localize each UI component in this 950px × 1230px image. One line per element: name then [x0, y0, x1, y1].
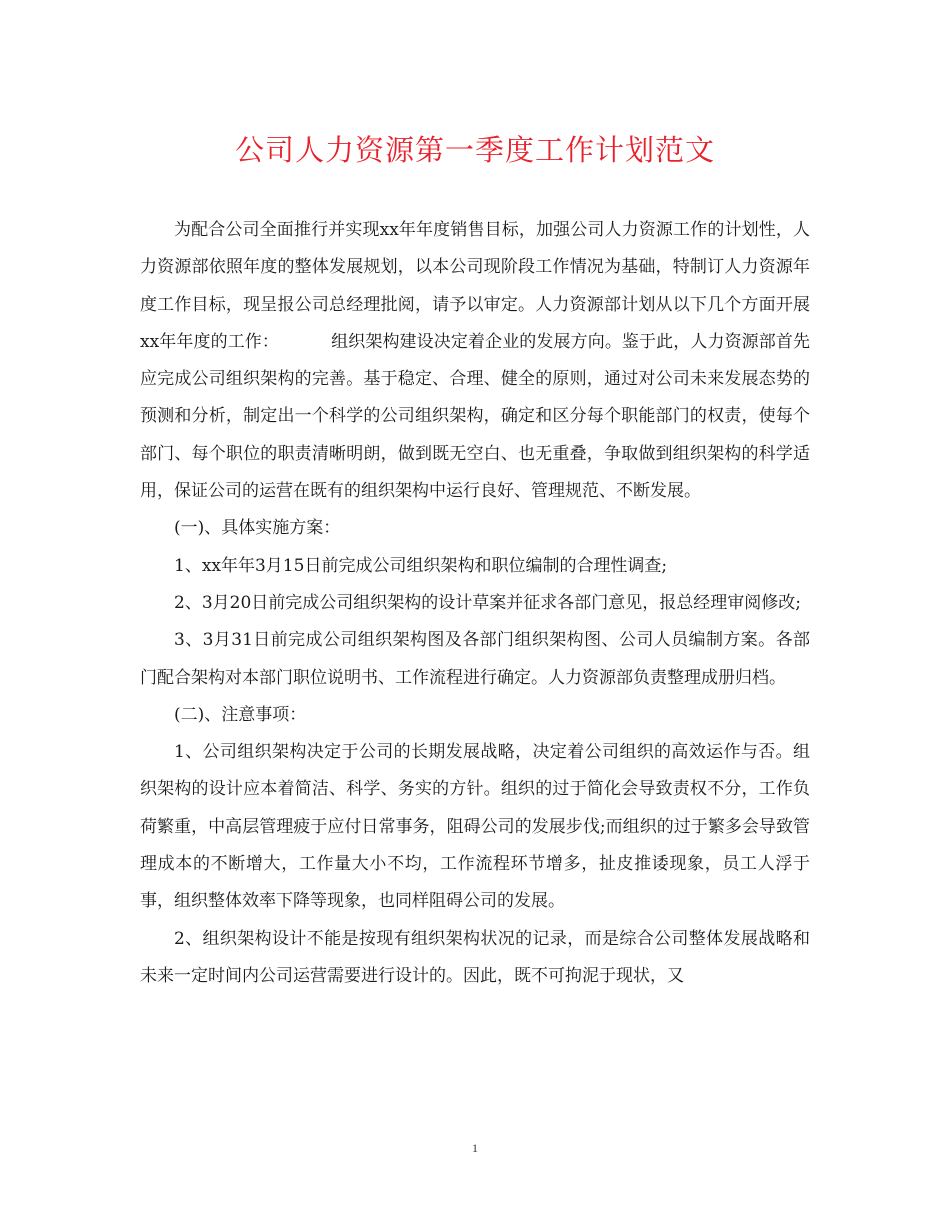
- section1-heading: (一)、具体实施方案：: [174, 518, 341, 539]
- page-number: 1: [472, 1141, 478, 1155]
- section2-heading: (二)、注意事项：: [174, 704, 307, 725]
- section1-item: 2、3月20日前完成公司组织架构的设计草案并征求各部门意见，报总经理审阅修改;: [174, 592, 801, 613]
- document-body: [140, 212, 810, 995]
- intro-text-part1: 为配合公司全面推行并实现xx年年度销售目标，加强公司人力资源工作的计划性，人力资源部依照年度的整体发展规划，以本公司现阶段工作情况为基础，特制订人力资源年度工作目标，现呈报公司总经理批阅，请予以审定。人力资源部计划从以下几个方面开展xx年年度的工作：: [140, 220, 810, 352]
- section1-item: 3、3月31日前完成公司组织架构图及各部门组织架构图、公司人员编制方案。各部门配合架构对本部门职位说明书、工作流程进行确定。人力资源部负责整理成册归档。: [140, 630, 810, 688]
- section2-item: 2、组织架构设计不能是按现有组织架构状况的记录，而是综合公司整体发展战略和未来一定时间内公司运营需要进行设计的。因此，既不可拘泥于现状，又: [140, 928, 810, 986]
- section1-item: 1、xx年年3月15日前完成公司组织架构和职位编制的合理性调查;: [174, 555, 668, 576]
- intro-paragraph: [140, 212, 810, 510]
- section2-item: 1、公司组织架构决定于公司的长期发展战略，决定着公司组织的高效运作与否。组织架构的设计应本着简洁、科学、务实的方针。组织的过于简化会导致责权不分，工作负荷繁重，中高层管理疲于应付日常事务，阻碍公司的发展步伐;而组织的过于繁多会导致管理成本的不断增大，工作量大小不均，工作流程环节增多，扯皮推诿现象，员工人浮于事，组织整体效率下降等现象，也同样阻碍公司的发展。: [140, 742, 810, 912]
- document-title: 公司人力资源第一季度工作计划范文: [234, 133, 715, 167]
- intro-text-part2: 组织架构建设决定着企业的发展方向。鉴于此，人力资源部首先应完成公司组织架构的完善。基于稳定、合理、健全的原则，通过对公司未来发展态势的预测和分析，制定出一个科学的公司组织架构，确定和区分每个职能部门的权责，使每个部门、每个职位的职责清晰明朗，做到既无空白、也无重叠，争取做到组织架构的科学适用，保证公司的运营在既有的组织架构中运行良好、管理规范、不断发展。: [140, 331, 810, 502]
